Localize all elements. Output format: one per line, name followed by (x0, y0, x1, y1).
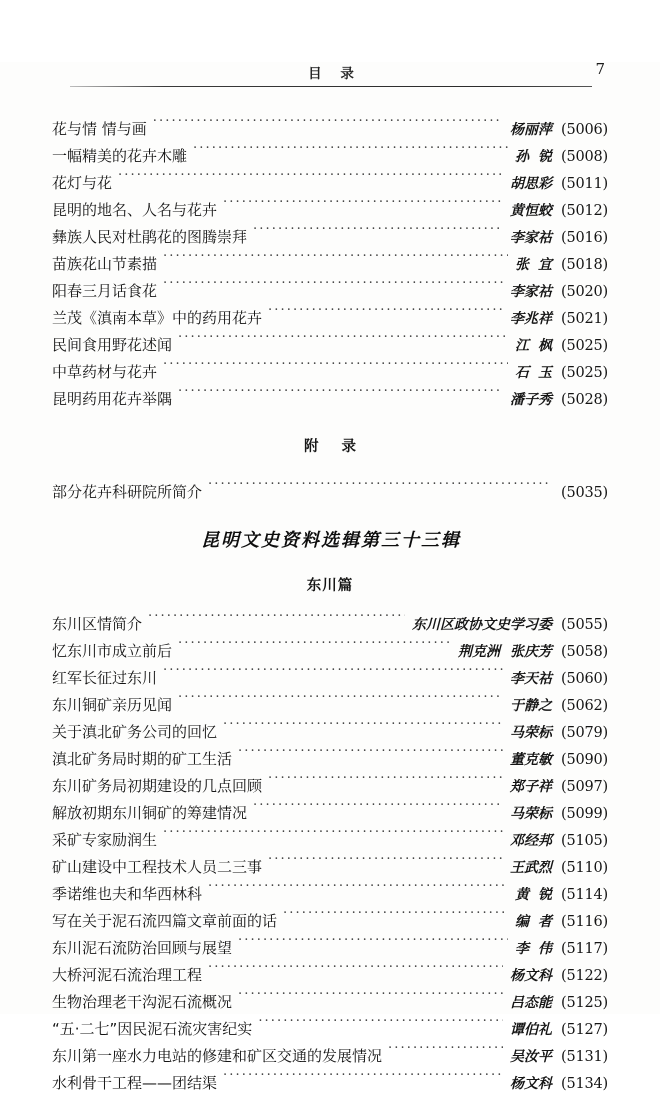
toc-entry[interactable] (52, 609, 608, 636)
toc-entry-title: 大桥河泥石流治理工程 (52, 966, 203, 984)
toc-entry[interactable] (52, 195, 608, 222)
toc-entry-author: 孙 锐 (515, 149, 552, 165)
document-page (0, 60, 660, 1092)
toc-entry[interactable] (52, 276, 608, 303)
toc-entry[interactable] (52, 879, 608, 906)
dot-leader (148, 609, 405, 629)
toc-entry-author: 黄恒蛟 (510, 203, 552, 219)
dot-leader (178, 384, 503, 404)
toc-entry-title: 一幅精美的花卉木雕 (52, 147, 188, 165)
toc-section-flowers (52, 114, 608, 411)
toc-entry[interactable] (52, 141, 608, 168)
toc-entry-title: 部分花卉科研院所简介 (52, 483, 203, 501)
toc-entry-page: (5105) (560, 833, 608, 849)
toc-entry-author: 李天祜 (510, 671, 552, 687)
toc-entry-page: (5011) (560, 176, 608, 192)
toc-entry-title: 水利骨干工程——团结渠 (52, 1074, 218, 1092)
toc-entry-title: 采矿专家励润生 (52, 831, 158, 849)
toc-entry-author: 李兆祥 (510, 311, 552, 327)
dot-leader (163, 357, 508, 377)
toc-entry[interactable] (52, 960, 608, 987)
dot-leader (223, 717, 503, 737)
toc-entry-page: (5117) (560, 941, 608, 957)
toc-entry-page: (5134) (560, 1076, 608, 1092)
toc-entry-author: 杨丽萍 (510, 122, 552, 138)
dot-leader (388, 1041, 503, 1061)
part-title: 东川篇 (306, 578, 354, 594)
dot-leader (163, 276, 503, 296)
toc-entry[interactable] (52, 771, 608, 798)
dot-leader (193, 141, 508, 161)
toc-entry-title: 红军长征过东川 (52, 669, 158, 687)
dot-leader (118, 168, 503, 188)
dot-leader (268, 303, 503, 323)
dot-leader (223, 1068, 503, 1088)
toc-entry-title: 东川泥石流防治回顾与展望 (52, 939, 233, 957)
toc-entry-author-secondary: 张庆芳 (510, 644, 552, 660)
toc-entry-author: 潘子秀 (510, 392, 552, 408)
toc-entry[interactable] (52, 825, 608, 852)
toc-entry-author: 张 宜 (515, 257, 552, 273)
dot-leader (178, 636, 451, 656)
toc-entry-page: (5122) (560, 968, 608, 984)
toc-entry-page: (5097) (560, 779, 608, 795)
toc-entry-author: 谭伯礼 (510, 1022, 552, 1038)
toc-entry-title: 民间食用野花述闻 (52, 336, 173, 354)
toc-section-dongchuan (52, 609, 608, 1095)
toc-entry-title: 花灯与花 (52, 174, 113, 192)
dot-leader (208, 879, 508, 899)
toc-entry-title: 写在关于泥石流四篇文章前面的话 (52, 912, 278, 930)
toc-entry-page: (5012) (560, 203, 608, 219)
dot-leader (153, 114, 503, 134)
toc-entry-author: 马荣标 (510, 806, 552, 822)
toc-entry-author: 东川区政协文史学习委 (412, 617, 552, 633)
toc-entry-title: 关于滇北矿务公司的回忆 (52, 723, 218, 741)
dot-leader (208, 960, 503, 980)
toc-entry-page: (5060) (560, 671, 608, 687)
table-of-contents (40, 114, 620, 1095)
toc-entry-page: (5028) (560, 392, 608, 408)
toc-entry-title: 季诺维也夫和华西林科 (52, 885, 203, 903)
toc-entry-author: 于静之 (510, 698, 552, 714)
header-divider (70, 86, 592, 87)
toc-entry-page: (5131) (560, 1049, 608, 1065)
section-heading-appendix: 附 录 (303, 439, 366, 455)
toc-entry-title: 昆明药用花卉举隅 (52, 390, 173, 408)
header-title: 目 录 (308, 66, 361, 82)
toc-entry-page: (5090) (560, 752, 608, 768)
toc-entry[interactable] (52, 987, 608, 1014)
toc-entry-author: 马荣标 (510, 725, 552, 741)
dot-leader (223, 195, 503, 215)
toc-entry-page: (5055) (560, 617, 608, 633)
toc-entry[interactable] (52, 1068, 608, 1095)
toc-entry-page: (5016) (560, 230, 608, 246)
toc-entry-page: (5099) (560, 806, 608, 822)
toc-entry[interactable] (52, 1014, 608, 1041)
toc-entry-author: 江 枫 (515, 338, 552, 354)
toc-entry-title: 东川第一座水力电站的修建和矿区交通的发展情况 (52, 1047, 383, 1065)
toc-entry-title: 昆明的地名、人名与花卉 (52, 201, 218, 219)
toc-entry-author: 王武烈 (510, 860, 552, 876)
dot-leader (283, 906, 508, 926)
toc-entry-author: 杨文科 (510, 1076, 552, 1092)
toc-entry-title: 解放初期东川铜矿的筹建情况 (52, 804, 248, 822)
dot-leader (163, 663, 503, 683)
toc-entry-author: 荆克洲 (458, 644, 500, 660)
dot-leader (208, 477, 552, 497)
toc-entry-title: 兰茂《滇南本草》中的药用花卉 (52, 309, 263, 327)
toc-entry[interactable] (52, 852, 608, 879)
toc-entry[interactable] (52, 222, 608, 249)
toc-entry-page: (5035) (560, 485, 608, 501)
toc-entry-title: 东川矿务局初期建设的几点回顾 (52, 777, 263, 795)
toc-entry-page: (5125) (560, 995, 608, 1011)
toc-entry-author: 邓经邦 (510, 833, 552, 849)
dot-leader (253, 222, 503, 242)
toc-entry-author: 编 者 (515, 914, 552, 930)
toc-entry-page: (5114) (560, 887, 608, 903)
toc-entry-title: “五·二七”因民泥石流灾害纪实 (52, 1020, 253, 1038)
toc-entry-page: (5021) (560, 311, 608, 327)
toc-entry[interactable] (52, 477, 608, 504)
toc-entry-author: 李 伟 (515, 941, 552, 957)
toc-entry[interactable] (52, 168, 608, 195)
toc-entry[interactable] (52, 636, 608, 663)
toc-entry-title: 花与情 情与画 (52, 120, 147, 138)
toc-entry-page: (5110) (560, 860, 608, 876)
toc-entry-author: 李家祜 (510, 230, 552, 246)
toc-entry-title: 生物治理老干沟泥石流概况 (52, 993, 233, 1011)
dot-leader (268, 771, 503, 791)
toc-entry[interactable] (52, 744, 608, 771)
toc-entry[interactable] (52, 384, 608, 411)
toc-entry-page: (5062) (560, 698, 608, 714)
toc-entry[interactable] (52, 357, 608, 384)
toc-entry[interactable] (52, 933, 608, 960)
toc-entry-title: 彝族人民对杜鹃花的图腾崇拜 (52, 228, 248, 246)
book-title: 昆明文史资料选辑第三十三辑 (201, 530, 461, 551)
toc-entry[interactable] (52, 303, 608, 330)
toc-entry-title: 东川铜矿亲历见闻 (52, 696, 173, 714)
toc-entry-title: 矿山建设中工程技术人员二三事 (52, 858, 263, 876)
toc-entry-author: 董克敏 (510, 752, 552, 768)
toc-entry[interactable] (52, 1041, 608, 1068)
toc-entry[interactable] (52, 663, 608, 690)
toc-entry-author: 郑子祥 (510, 779, 552, 795)
toc-entry-page: (5116) (560, 914, 608, 930)
dot-leader (238, 987, 503, 1007)
page-header (40, 62, 620, 106)
toc-entry-page: (5058) (560, 644, 608, 660)
toc-entry-author: 杨文科 (510, 968, 552, 984)
dot-leader (178, 330, 508, 350)
toc-section-appendix (52, 477, 608, 504)
toc-entry-title: 东川区情简介 (52, 615, 143, 633)
toc-entry-page: (5127) (560, 1022, 608, 1038)
toc-entry[interactable] (52, 690, 608, 717)
dot-leader (163, 825, 503, 845)
toc-entry-title: 滇北矿务局时期的矿工生活 (52, 750, 233, 768)
toc-entry-page: (5025) (560, 338, 608, 354)
toc-entry-page: (5018) (560, 257, 608, 273)
toc-entry-author: 黄 锐 (515, 887, 552, 903)
toc-entry[interactable] (52, 249, 608, 276)
toc-entry-author: 胡思彩 (510, 176, 552, 192)
toc-entry[interactable] (52, 717, 608, 744)
toc-entry-title: 忆东川市成立前后 (52, 642, 173, 660)
dot-leader (253, 798, 503, 818)
toc-entry-author: 李家祜 (510, 284, 552, 300)
toc-entry[interactable] (52, 114, 608, 141)
dot-leader (268, 852, 503, 872)
page-number: 7 (595, 60, 605, 78)
dot-leader (238, 744, 503, 764)
dot-leader (163, 249, 508, 269)
toc-entry-page: (5025) (560, 365, 608, 381)
toc-entry-author: 石 玉 (515, 365, 552, 381)
toc-entry-title: 中草药材与花卉 (52, 363, 158, 381)
toc-entry-page: (5006) (560, 122, 608, 138)
toc-entry[interactable] (52, 906, 608, 933)
toc-entry-author: 吕态能 (510, 995, 552, 1011)
toc-entry[interactable] (52, 798, 608, 825)
toc-entry-author: 吴汝平 (510, 1049, 552, 1065)
toc-entry-page: (5079) (560, 725, 608, 741)
dot-leader (258, 1014, 503, 1034)
dot-leader (178, 690, 503, 710)
toc-entry-page: (5020) (560, 284, 608, 300)
dot-leader (238, 933, 508, 953)
toc-entry-title: 阳春三月话食花 (52, 282, 158, 300)
toc-entry-page: (5008) (560, 149, 608, 165)
toc-entry[interactable] (52, 330, 608, 357)
toc-entry-title: 苗族花山节素描 (52, 255, 158, 273)
